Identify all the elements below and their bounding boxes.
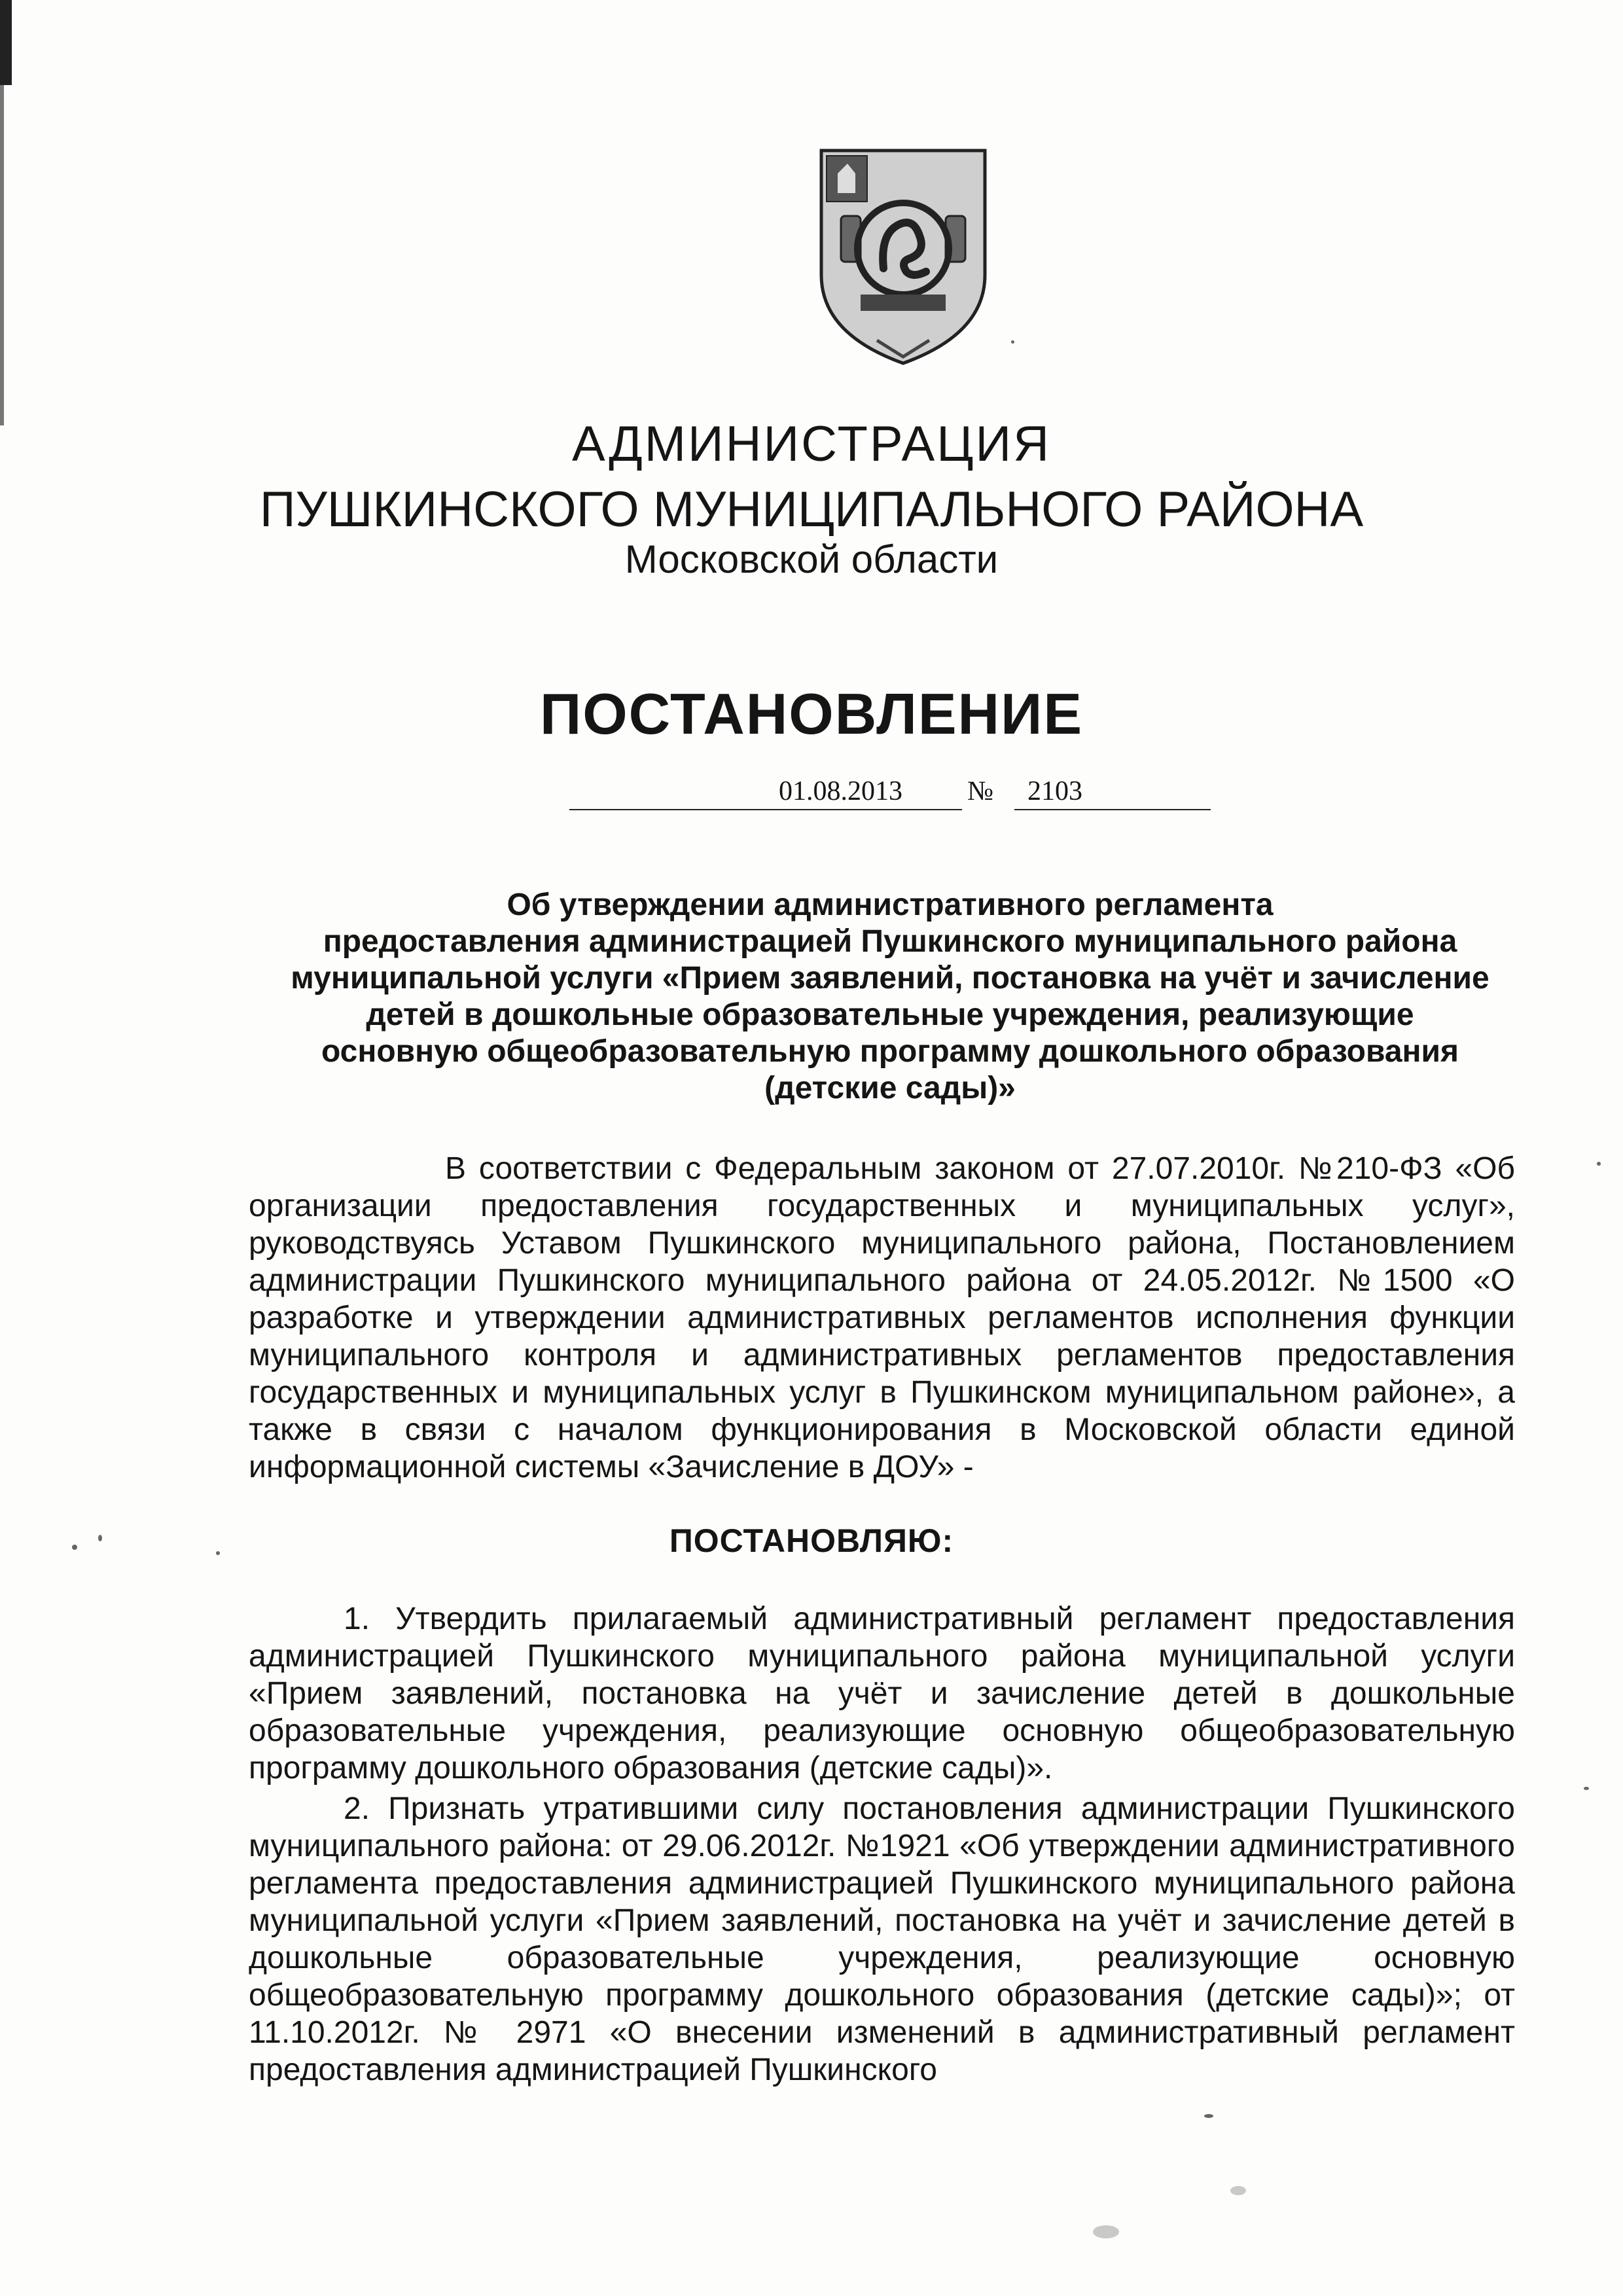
date-underline xyxy=(569,809,962,810)
scan-edge-shadow xyxy=(0,0,12,85)
org-name-line2: ПУШКИНСКОГО МУНИЦИПАЛЬНОГО РАЙОНА xyxy=(259,482,1364,537)
clause-1 xyxy=(249,1600,1515,1787)
title-line: муниципальной услуги «Прием заявлений, постановка на учёт и зачисление xyxy=(291,961,1489,996)
scan-speck xyxy=(1204,2114,1213,2118)
document-number: 2103 xyxy=(1027,776,1082,806)
scan-speck xyxy=(1093,2225,1119,2238)
decree-heading: ПОСТАНОВЛЯЮ: xyxy=(669,1522,954,1559)
scan-speck xyxy=(216,1551,220,1555)
number-sign: № xyxy=(967,776,994,806)
document-type: ПОСТАНОВЛЕНИЕ xyxy=(539,681,1084,746)
clause-1-text: 1. Утвердить прилагаемый административный регламент предоставления администрацией Пушкинского муниципального района муниципальной услуги «Прием заявлений, постановка на учёт и зачисление детей в дошкольные образовательные учреждения, реализующие основную общеобразовательную программу дошкольного образования (детские сады)». xyxy=(249,1602,1515,1785)
document-date: 01.08.2013 xyxy=(779,776,902,806)
number-underline xyxy=(1014,809,1211,810)
title-line: Об утверждении административного регламента xyxy=(507,888,1274,922)
scan-speck xyxy=(1011,340,1014,344)
clause-2-text: 2. Признать утратившими силу постановления администрации Пушкинского муниципального района: от 29.06.2012г. №1921 «Об утверждении административного регламента предоставления администрацией Пушкинского муниципального района муниципальной услуги «Прием заявлений, постановка на учёт и зачисление детей в дошкольные образовательные учреждения, реализующие основную общеобразовательную программу дошкольного образования (детские сады)»; от 11.10.2012г. № 2971 «О внесении изменений в административный регламент предоставления администрацией Пушкинского xyxy=(249,1791,1515,2087)
title-line: детей в дошкольные образовательные учреждения, реализующие xyxy=(366,997,1414,1032)
preamble-text: В соответствии с Федеральным законом от 27.07.2010г. №210-ФЗ «Об организации предоставления государственных и муниципальных услуг», руководствуясь Уставом Пушкинского муниципального района, Постановлением администрации Пушкинского муниципального района от 24.05.2012г. №1500 «О разработке и утверждении административных регламентов исполнения функции муниципального контроля и административных регламентов предоставления государственных и муниципальных услуг в Пушкинском муниципальном районе», а также в связи с началом функционирования в Московской области единой информационной системы «Зачисление в ДОУ» - xyxy=(249,1151,1515,1484)
scan-speck xyxy=(1584,1787,1589,1790)
scan-speck xyxy=(1597,1162,1601,1166)
scan-speck xyxy=(98,1535,102,1541)
scan-edge-line xyxy=(0,85,4,425)
title-line: предоставления администрацией Пушкинского муниципального района xyxy=(323,924,1457,959)
org-region: Московской области xyxy=(624,537,999,581)
scan-speck xyxy=(1230,2186,1246,2195)
title-line: (детские сады)» xyxy=(764,1071,1016,1105)
clause-2 xyxy=(249,1790,1515,2089)
scan-speck xyxy=(72,1545,77,1550)
title-line: основную общеобразовательную программу дошкольного образования xyxy=(321,1034,1459,1069)
coat-of-arms-emblem xyxy=(815,144,991,367)
preamble-paragraph xyxy=(249,1150,1515,1486)
document-title xyxy=(249,887,1531,1107)
org-name-line1: АДМИНИСТРАЦИЯ xyxy=(572,416,1051,472)
